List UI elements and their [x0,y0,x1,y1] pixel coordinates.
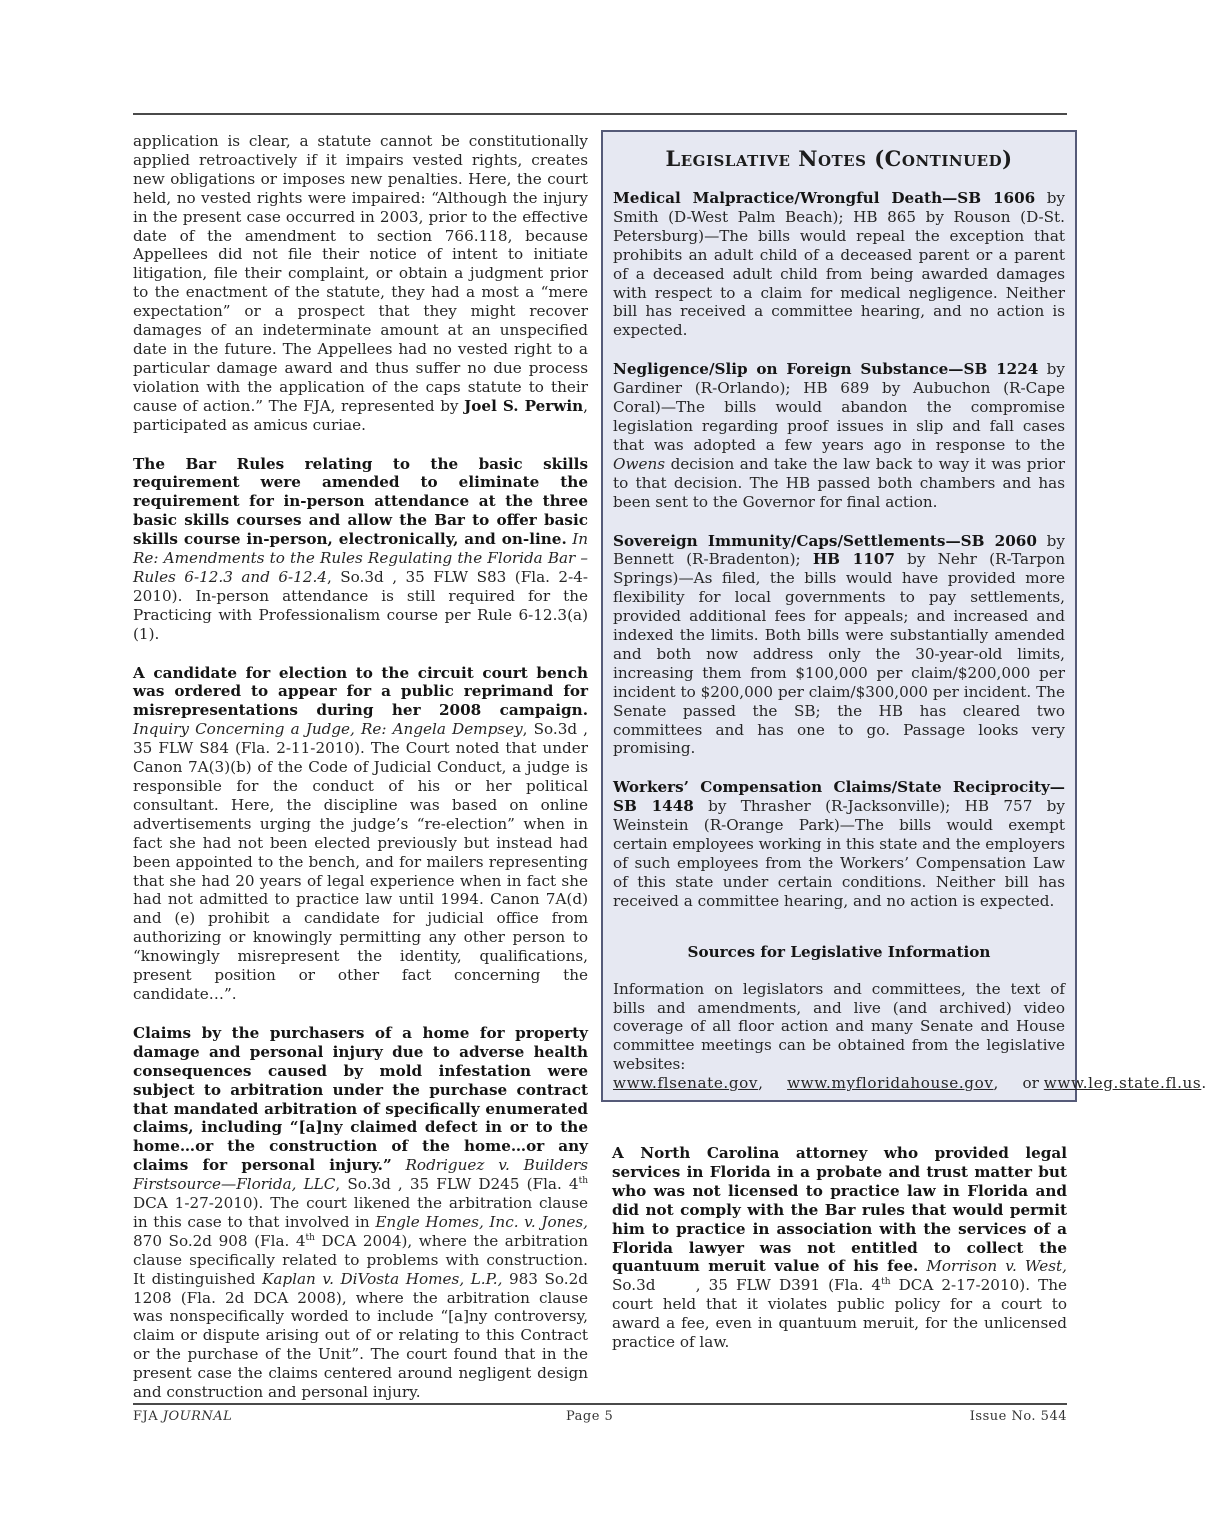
issue-number: Issue No. 544 [969,1409,1067,1424]
item-heading: A candidate for election to the circuit court bench was ordered to appear for a public reprimand for misrepresentations during her 2008 campaign. [133,663,588,720]
myfloridahouse-link[interactable]: www.myfloridahouse.gov [787,1074,994,1093]
page-number: Page 5 [566,1409,614,1424]
box-title: Legislative Notes (Continued) [665,146,1013,171]
box-body [613,189,1206,1113]
item-heading: A North Carolina attorney who provided legal services in Florida in a probate and trust matter but who was not licensed to practice law in Florida and did not comply with the Bar rules that would permit him to practice in association with the services of a Florida lawyer was not entitled to collect the quantuum meruit value of his fee. [612,1144,1067,1276]
case-name: Morrison v. West, [918,1257,1067,1276]
sources-heading: Sources for Legislative Information [687,942,991,961]
item-heading: The Bar Rules relating to the basic skills requirement were amended to eliminate the requirement for in-person attendance at the three basic skills courses and allow the Bar to offer basic skills course in-person, electronically, and on-line. [133,454,588,549]
case-name: Engle Homes, Inc. v. Jones, [375,1212,588,1231]
case-name: Inquiry Concerning a Judge, Re: Angela Dempsey [133,720,523,739]
paragraph-bar-rules: The Bar Rules relating to the basic skills requirement were amended to eliminate the requirement for in-person attendance at the three basic skills courses and allow the Bar to offer basic skills course in-person, electronically, and on-line. In Re: Amendments to the Rules Regulating the Florida Bar – Rules 6-12.3 and 6-12.4, So.3d , 35 FLW S83 (Fla. 2-4-2010). In-person attendance is still required for the Practicing with Professionalism course per Rule 6-12.3(a)(1). [133,454,589,643]
note-item: Sovereign Immunity/Caps/Settlements—SB 2060 by Bennett (R-Bradenton); HB 1107 by Nehr (R-Tarpon Springs)—As filed, the bills would have provided more flexibility for local governments to pay settlements, provided additional fees for appeals; and increased and indexed the limits. Both bills were substantially amended and both now address only the 30-year-old limits, increasing them from $100,000 per claim/$200,000 per incident to $200,000 per claim/$300,000 per incident. The Senate passed the SB; the HB has cleared two committees and has one to go. Passage looks very promising. [613,531,1065,758]
note-heading: Workers’ Compensation Claims/State Reciprocity—SB 1448 [613,778,1065,816]
paragraph-mold-arbitration: Claims by the purchasers of a home for property damage and personal injury due to adverse health consequences caused by mold infestation were subject to arbitration under the purchase contract that mandated arbitration of specifically enumerated claims, including “[a]ny claimed defect in or to the home…or the construction of the home…or any claims for personal injury.” Rodriguez v. Builders Firstsource—Florida, LLC, So.3d , 35 FLW D245 (Fla. 4th DCA 1-27-2010). The court likened the arbitration clause in this case to that involved in Engle Homes, Inc. v. Jones, 870 So.2d 908 (Fla. 4th DCA 2004), where the arbitration clause specifically related to problems with construction. It distinguished Kaplan v. DiVosta Homes, L.P., 983 So.2d 1208 (Fla. 2d DCA 2008), where the arbitration clause was nonspecifically worded to include “[a]ny controversy, claim or dispute arising out of or relating to this Contract or the purchase of the Unit”. The court found that in the present case the claims centered around negligent design and construction and personal injury. [133,1023,589,1402]
note-heading: Sovereign Immunity/Caps/Settlements—SB 2060 [613,531,1037,550]
attorney-name: Joel S. Perwin [464,396,584,415]
left-column [133,132,588,1422]
note-item: Workers’ Compensation Claims/State Reciprocity—SB 1448 by Thrasher (R-Jacksonville); HB 757 by Weinstein (R-Orange Park)—The bills would exempt certain employees working in this state and the employers of such employees from the Workers’ Compensation Law of this state under certain conditions. Neither bill has received a committee hearing, and no action is expected. [613,778,1065,910]
case-name: In Re: Amendments to the Rules Regulating the Florida Bar – Rules 6-12.3 and 6-12.4 [133,530,589,586]
paragraph-retroactivity: application is clear, a statute cannot be constitutionally applied retroactively if it impairs vested rights, creates new obligations or imposes new penalties. Here, the court held, no vested rights were impaired: “Although the injury in the present case occurred in 2003, prior to the effective date of the amendment to section 766.118, because Appellees did not file their notice of intent to initiate litigation, file their complaint, or obtain a judgment prior to the enactment of the statute, they had a most a “mere expectation” or a prospect that they might recover damages of an indeterminate amount at an unspecified date in the future. The Appellees had no vested right to a particular damage award and thus suffer no due process violation with the application of the caps statute to their cause of action.” The FJA, represented by Joel S. Perwin, participated as amicus curiae. [133,132,588,434]
right-column-article [612,1144,1116,1372]
top-rule [133,113,1067,115]
bottom-rule [133,1403,1067,1405]
item-heading: Claims by the purchasers of a home for property damage and personal injury due to adverse health consequences caused by mold infestation were subject to arbitration under the purchase contract that mandated arbitration of specifically enumerated claims, including “[a]ny claimed defect in or to the home…or the construction of the home…or any claims for personal injury.” [133,1023,588,1175]
note-item: Medical Malpractice/Wrongful Death—SB 1606 by Smith (D-West Palm Beach); HB 865 by Rouson (D-St. Petersburg)—The bills would repeal the exception that prohibits an adult child of a deceased parent or a parent of a deceased adult child from being awarded damages with respect to a claim for medical negligence. Neither bill has received a committee hearing, and no action is expected. [613,189,1065,340]
flsenate-link[interactable]: www.flsenate.gov [613,1074,759,1093]
case-name: Rodriguez v. Builders Firstsource—Florida, LLC [133,1156,588,1194]
sources-paragraph: Information on legislators and committees, the text of bills and amendments, and live (and archived) video coverage of all floor action and many Senate and House committee meetings can be obtained from the legislative websites: www.flsenate.gov, www.myfloridahouse.gov, or www.leg.state.fl.us. [613,979,1206,1093]
paragraph-nc-attorney: A North Carolina attorney who provided legal services in Florida in a probate and trust matter but who was not licensed to practice law in Florida and did not comply with the Bar rules that would permit him to practice in association with the services of a Florida lawyer was not entitled to collect the quantuum meruit value of his fee. Morrison v. West, So.3d , 35 FLW D391 (Fla. 4th DCA 2-17-2010). The court held that it violates public policy for a court to award a fee, even in quantuum meruit, for the unlicensed practice of law. [612,1144,1116,1352]
note-item: Negligence/Slip on Foreign Substance—SB 1224 by Gardiner (R-Orlando); HB 689 by Aubuchon (R-Cape Coral)—The bills would abandon the compromise legislation regarding proof issues in slip and fall cases that was adopted a few years ago in response to the Owens decision and take the law back to way it was prior to that decision. The HB passed both chambers and has been sent to the Governor for final action. [613,360,1065,511]
paragraph-candidate-reprimand: A candidate for election to the circuit court bench was ordered to appear for a public reprimand for misrepresentations during her 2008 campaign. Inquiry Concerning a Judge, Re: Angela Dempsey, So.3d , 35 FLW S84 (Fla. 2-11-2010). The Court noted that under Canon 7A(3)(b) of the Code of Judicial Conduct, a judge is responsible for the conduct of his or her political consultant. Here, the discipline was based on online advertisements urging the judge’s “re-election” when in fact she had not been elected previously but instead had been appointed to the bench, and for mailers representing that she had 20 years of legal experience when in fact she had not admitted to practice law until 1994. Canon 7A(d) and (e) prohibit a candidate for judicial office from authorizing or knowingly permitting any other person to “knowingly misrepresent the identity, qualifications, present position or other fact concerning the candidate…”. [133,663,588,1003]
footer-left: FJA JOURNAL [133,1409,233,1424]
leg-state-link[interactable]: www.leg.state.fl.us [1043,1074,1202,1093]
note-heading: Medical Malpractice/Wrongful Death—SB 1606 [613,189,1036,207]
note-heading: Negligence/Slip on Foreign Substance—SB 1224 [613,360,1039,379]
legislative-notes-box [601,130,1206,1102]
case-name: Kaplan v. DiVosta Homes, L.P., [261,1269,503,1288]
